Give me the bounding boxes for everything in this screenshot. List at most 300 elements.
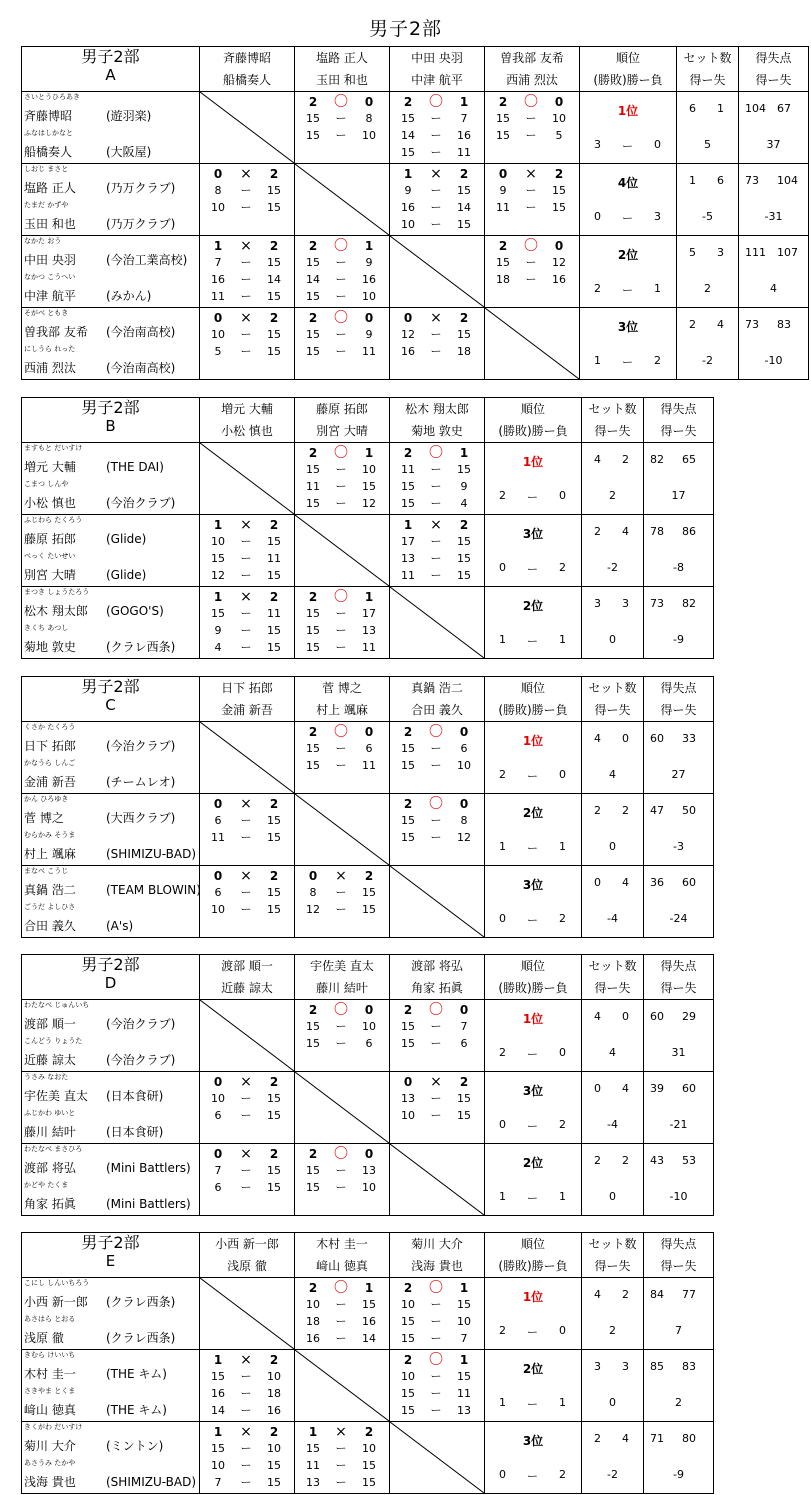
sets-won: 2 [403,1353,413,1367]
sets-won: 1 [403,518,413,532]
player-name: 木村 圭一 [24,1367,76,1381]
player-name: 藤川 結叶 [24,1125,76,1139]
game-score [390,1387,484,1401]
game-score [295,129,389,143]
score-opp: 11 [457,1387,471,1400]
group-table-b [21,397,714,659]
sets-lost: 2 [459,311,469,325]
score-dash: ー [240,1181,252,1194]
group-table-e [21,1232,714,1494]
opponent-name-1: 渡部 将弘 [411,959,463,973]
game-score [200,535,294,549]
score-own: 15 [401,1387,415,1400]
loss-mark-icon: × [430,166,442,182]
sets-header-bottom: 得ー失 [594,703,631,717]
sets-diff: 0 [609,1396,616,1409]
points-for: 104 [745,102,766,115]
score-own: 15 [401,1315,415,1328]
self-match-cell [200,443,295,515]
sets-won: 2 [308,1281,318,1295]
player-club: (THE キム) [106,1367,167,1381]
score-opp: 15 [267,328,281,341]
game-score [200,552,294,566]
table-row [22,236,809,308]
loss-mark-icon: × [240,310,252,326]
rank-label: 3位 [522,527,544,541]
rank-cell [485,794,582,866]
score-own: 10 [211,201,225,214]
opponent-header [200,1233,295,1278]
points-header-top: 得失点 [660,681,697,695]
sets-cell [582,1350,644,1422]
score-opp: 15 [267,624,281,637]
match-summary [390,1003,484,1017]
match-cell [295,722,390,794]
points-cell [644,1422,714,1494]
score-own: 15 [211,552,225,565]
score-opp: 8 [365,112,373,125]
game-score [390,1109,484,1123]
opponent-name-1: 増元 大輔 [221,402,273,416]
table-row [22,443,714,515]
player-name: 西浦 烈汰 [24,361,76,375]
player-name: 船橋奏人 [24,145,73,159]
score-opp: 15 [457,1109,471,1122]
rank-cell [485,722,582,794]
score-dash: ー [335,1442,347,1455]
match-summary [200,1147,294,1161]
self-match-cell [390,236,485,308]
game-score [200,641,294,655]
score-opp: 15 [362,1298,376,1311]
sets-lost: 2 [364,1425,374,1439]
wl-dash: ー [527,1398,538,1411]
score-opp: 12 [552,256,566,269]
sets-against: 4 [622,876,629,889]
player-name: 真鍋 浩二 [24,883,76,897]
score-opp: 10 [362,1020,376,1033]
match-summary [295,1003,389,1017]
score-opp: 15 [457,218,471,231]
rank-cell [580,308,677,380]
score-dash: ー [430,201,442,214]
points-diff: -8 [673,561,684,574]
points-cell [644,722,714,794]
points-header-bottom: 得ー失 [660,703,697,717]
match-summary [390,167,484,181]
sets-lost: 0 [554,95,564,109]
score-dash: ー [430,742,442,755]
points-cell [644,1350,714,1422]
points-for: 73 [745,174,759,187]
score-own: 10 [401,1109,415,1122]
rank-label: 4位 [617,176,639,190]
score-own: 15 [306,328,320,341]
score-opp: 10 [362,290,376,303]
game-score [295,345,389,359]
player-furigana: ますもと だいすけ [24,444,83,452]
wins: 2 [499,1046,506,1059]
score-dash: ー [240,328,252,341]
score-dash: ー [430,535,442,548]
wl-dash: ー [527,914,538,927]
sets-header [582,398,644,443]
player-furigana: にしうら れった [24,345,76,353]
score-own: 15 [306,256,320,269]
score-own: 11 [496,201,510,214]
score-dash: ー [430,759,442,772]
score-own: 14 [306,273,320,286]
score-opp: 14 [267,273,281,286]
rank-cell [485,515,582,587]
points-header-bottom: 得ー失 [660,424,697,438]
player-furigana: まつき しょうたろう [24,588,90,596]
losses: 2 [559,912,566,925]
match-summary [295,725,389,739]
opponent-header [485,47,580,92]
game-score [295,328,389,342]
sets-against: 2 [622,804,629,817]
points-against: 67 [777,102,791,115]
opponent-header [200,955,295,1000]
match-summary [390,95,484,109]
pair-cell [22,794,200,866]
score-dash: ー [335,480,347,493]
opponent-header [200,47,295,92]
score-dash: ー [240,624,252,637]
game-score [390,129,484,143]
group-table-d [21,954,714,1216]
score-dash: ー [240,535,252,548]
score-own: 15 [401,497,415,510]
points-header-top: 得失点 [755,51,792,65]
sets-won: 2 [308,239,318,253]
sets-for: 5 [689,246,696,259]
win-mark-icon: 〇 [334,1280,348,1296]
score-dash: ー [430,569,442,582]
game-score [390,1092,484,1106]
opponent-header [390,398,485,443]
points-cell [644,587,714,659]
sets-cell [582,722,644,794]
rank-cell [485,1422,582,1494]
sets-lost: 2 [269,1425,279,1439]
score-dash: ー [335,886,347,899]
opponent-name-1: 宇佐美 直太 [310,959,374,973]
game-score [295,290,389,304]
score-dash: ー [430,184,442,197]
game-score [295,112,389,126]
sets-lost: 0 [554,239,564,253]
game-score [390,831,484,845]
score-opp: 15 [267,1476,281,1489]
sets-lost: 1 [364,1281,374,1295]
sets-against: 3 [622,597,629,610]
score-dash: ー [430,345,442,358]
sets-lost: 0 [459,1003,469,1017]
score-own: 15 [401,814,415,827]
match-cell [295,1144,390,1216]
player-name: 小西 新一郎 [24,1295,88,1309]
score-dash: ー [335,624,347,637]
rank-header-bottom: (勝敗)勝ー負 [593,73,663,87]
losses: 0 [559,1046,566,1059]
score-opp: 15 [267,1109,281,1122]
score-opp: 7 [460,112,468,125]
group-title: 男子2部 [81,47,140,66]
self-match-cell [295,515,390,587]
sets-cell [677,236,739,308]
score-dash: ー [335,1037,347,1050]
win-mark-icon: 〇 [429,1352,443,1368]
score-opp: 15 [267,814,281,827]
match-cell [200,587,295,659]
score-opp: 15 [457,552,471,565]
player-furigana: なかた おう [24,237,62,245]
table-row [22,1350,714,1422]
score-dash: ー [335,1298,347,1311]
sets-for: 3 [594,597,601,610]
opponent-name-2: 西浦 烈汰 [506,73,558,87]
player-club: (Mini Battlers) [106,1161,191,1175]
score-opp: 10 [552,112,566,125]
table-row [22,1072,714,1144]
score-own: 7 [214,256,222,269]
match-cell [295,92,390,164]
table-row [22,515,714,587]
score-own: 15 [401,742,415,755]
points-against: 107 [777,246,798,259]
points-diff: -10 [669,1190,688,1203]
group-title: 男子2部 [81,398,140,417]
points-for: 82 [650,453,664,466]
game-score [485,256,579,270]
match-cell [200,164,295,236]
match-cell [200,515,295,587]
game-score [390,814,484,828]
wl-dash: ー [527,1470,538,1483]
player-furigana: かん ひろゆき [24,795,69,803]
match-summary [390,1075,484,1089]
match-summary [485,167,579,181]
score-dash: ー [240,1459,252,1472]
match-cell [390,164,485,236]
score-own: 11 [401,569,415,582]
score-own: 15 [306,497,320,510]
score-own: 18 [496,273,510,286]
rank-header-top: 順位 [520,681,545,695]
rank-label: 1位 [617,104,639,118]
opponent-name-2: 浅海 貴也 [411,1259,463,1273]
score-opp: 11 [267,607,281,620]
points-cell [739,164,809,236]
score-dash: ー [335,641,347,654]
points-cell [739,236,809,308]
player-furigana: うさみ なおた [24,1073,69,1081]
opponent-name-2: 玉田 和也 [316,73,368,87]
score-own: 15 [401,146,415,159]
player-furigana: くさか たくろう [24,723,76,731]
opponent-name-2: 小松 慎也 [221,424,273,438]
losses: 0 [559,489,566,502]
game-score [295,759,389,773]
sets-won: 2 [403,1281,413,1295]
table-row [22,164,809,236]
score-dash: ー [525,256,537,269]
self-match-cell [295,794,390,866]
self-match-cell [200,1278,295,1350]
sets-against: 0 [622,1010,629,1023]
losses: 3 [654,210,661,223]
group-letter: C [105,696,116,714]
score-own: 15 [211,1370,225,1383]
match-summary [295,869,389,883]
score-opp: 10 [267,1442,281,1455]
score-dash: ー [430,129,442,142]
win-mark-icon: 〇 [334,724,348,740]
sets-lost: 2 [269,869,279,883]
rank-header-top: 順位 [520,402,545,416]
score-dash: ー [525,184,537,197]
score-own: 11 [306,1459,320,1472]
score-opp: 15 [267,256,281,269]
sets-lost: 2 [269,1075,279,1089]
loss-mark-icon: × [335,868,347,884]
game-score [200,328,294,342]
score-opp: 13 [362,1164,376,1177]
score-opp: 10 [267,1370,281,1383]
loss-mark-icon: × [240,1424,252,1440]
score-dash: ー [240,1164,252,1177]
player-furigana: ふじかわ ゆいと [24,1109,76,1117]
match-cell [390,515,485,587]
game-score [200,886,294,900]
score-dash: ー [335,256,347,269]
sets-cell [582,1144,644,1216]
game-score [200,831,294,845]
opponent-header [390,955,485,1000]
wins: 2 [499,768,506,781]
score-own: 15 [306,112,320,125]
sets-won: 0 [498,167,508,181]
score-opp: 15 [457,463,471,476]
player-furigana: きくち あつし [24,624,69,632]
points-against: 80 [682,1432,696,1445]
score-own: 15 [306,1020,320,1033]
points-diff: 4 [770,282,777,295]
losses: 2 [559,561,566,574]
player-furigana: そがべ ともき [24,309,69,317]
player-club: (大西クラブ) [106,811,176,825]
score-opp: 15 [362,480,376,493]
score-opp: 17 [362,607,376,620]
sets-header-bottom: 得ー失 [594,424,631,438]
opponent-header [295,955,390,1000]
game-score [485,129,579,143]
score-opp: 15 [267,290,281,303]
match-cell [485,164,580,236]
sets-won: 1 [213,1353,223,1367]
loss-mark-icon: × [240,517,252,533]
score-opp: 15 [267,535,281,548]
score-own: 16 [401,201,415,214]
score-opp: 14 [457,201,471,214]
group-letter: B [105,417,116,435]
score-dash: ー [430,1109,442,1122]
sets-header-bottom: 得ー失 [689,73,726,87]
score-own: 17 [401,535,415,548]
sets-for: 2 [594,804,601,817]
sets-lost: 1 [364,590,374,604]
score-dash: ー [335,463,347,476]
group-header [22,677,200,722]
player-furigana: まなべ こうじ [24,867,69,875]
sets-lost: 0 [364,1147,374,1161]
score-own: 12 [401,328,415,341]
wins: 0 [594,210,601,223]
opponent-name-1: 中田 央羽 [411,51,463,65]
game-score [390,463,484,477]
group-header [22,1233,200,1278]
score-own: 11 [211,831,225,844]
points-against: 33 [682,732,696,745]
loss-mark-icon: × [240,1146,252,1162]
sets-lost: 0 [364,311,374,325]
player-club: (今治南高校) [106,361,176,375]
sets-diff: -2 [607,1468,618,1481]
game-score [295,742,389,756]
rank-label: 1位 [522,734,544,748]
player-club: (今治クラブ) [106,1053,176,1067]
sets-against: 4 [622,1432,629,1445]
score-own: 10 [211,535,225,548]
sets-for: 0 [594,1082,601,1095]
player-furigana: こにし しんいちろう [24,1279,90,1287]
score-own: 15 [306,1037,320,1050]
pair-cell [22,164,200,236]
score-own: 13 [401,1092,415,1105]
sets-lost: 1 [459,1353,469,1367]
score-dash: ー [430,814,442,827]
group-letter: A [105,66,116,84]
points-against: 29 [682,1010,696,1023]
score-own: 15 [306,463,320,476]
sets-cell [582,587,644,659]
wins: 1 [499,1396,506,1409]
game-score [200,1181,294,1195]
score-own: 6 [214,1109,222,1122]
score-opp: 12 [362,497,376,510]
player-name: 増元 大輔 [24,460,76,474]
wins: 0 [499,1118,506,1131]
score-dash: ー [240,569,252,582]
sets-lost: 2 [269,167,279,181]
points-header-bottom: 得ー失 [660,981,697,995]
wins: 0 [499,1468,506,1481]
match-summary [295,590,389,604]
sets-for: 2 [594,1154,601,1167]
rank-cell [485,866,582,938]
points-diff: -9 [673,1468,684,1481]
score-own: 18 [306,1315,320,1328]
pair-cell [22,1422,200,1494]
score-dash: ー [430,218,442,231]
points-header [644,955,714,1000]
header-row [22,47,809,92]
sets-diff: -2 [702,354,713,367]
opponent-name-1: 曽我部 友希 [500,51,564,65]
points-header [644,398,714,443]
